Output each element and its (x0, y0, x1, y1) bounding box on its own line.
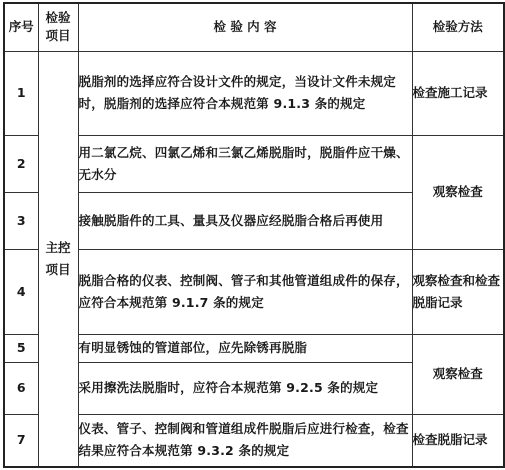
row-no: 7 (4, 414, 38, 467)
inspection-table (3, 2, 505, 468)
category-cell (38, 51, 78, 467)
header-row (4, 3, 504, 51)
header-content: 检 验 内 容 (78, 3, 412, 51)
header-item (38, 3, 78, 51)
row-method: 观察检查和检查脱脂记录 (412, 249, 504, 334)
row-no: 5 (4, 334, 38, 362)
row-content: 脱脂剂的选择应符合设计文件的规定，当设计文件未规定时，脱脂剂的选择应符合本规范第 9.1.3 条的规定 (78, 51, 412, 135)
row-content: 用二氯乙烷、四氯乙烯和三氯乙烯脱脂时，脱脂件应干燥、无水分 (78, 135, 412, 192)
row-method-merged: 观察检查 (412, 334, 504, 414)
category-line1: 主控 (45, 239, 71, 255)
row-method: 检查脱脂记录 (412, 414, 504, 467)
row-no: 4 (4, 249, 38, 334)
row-method-merged: 观察检查 (412, 135, 504, 249)
table-row (4, 135, 504, 192)
table-row (4, 414, 504, 467)
header-no: 序号 (4, 3, 38, 51)
header-item-line1: 检验 (45, 10, 71, 26)
header-method: 检验方法 (412, 3, 504, 51)
row-method: 检查施工记录 (412, 51, 504, 135)
table-row (4, 51, 504, 135)
header-item-line2: 项目 (45, 28, 71, 44)
row-content: 仪表、管子、控制阀和管道组成件脱脂后应进行检查，检查结果应符合本规范第 9.3.2 条的规定 (78, 414, 412, 467)
row-no: 1 (4, 51, 38, 135)
row-content: 有明显锈蚀的管道部位，应先除锈再脱脂 (78, 334, 412, 362)
row-content: 脱脂合格的仪表、控制阀、管子和其他管道组成件的保存，应符合本规范第 9.1.7 条的规定 (78, 249, 412, 334)
row-content: 采用擦洗法脱脂时，应符合本规范第 9.2.5 条的规定 (78, 362, 412, 414)
category-line2: 项目 (45, 261, 71, 277)
row-content: 接触脱脂件的工具、量具及仪器应经脱脂合格后再使用 (78, 192, 412, 249)
row-no: 3 (4, 192, 38, 249)
table-row (4, 334, 504, 362)
row-no: 2 (4, 135, 38, 192)
row-no: 6 (4, 362, 38, 414)
table-row (4, 249, 504, 334)
